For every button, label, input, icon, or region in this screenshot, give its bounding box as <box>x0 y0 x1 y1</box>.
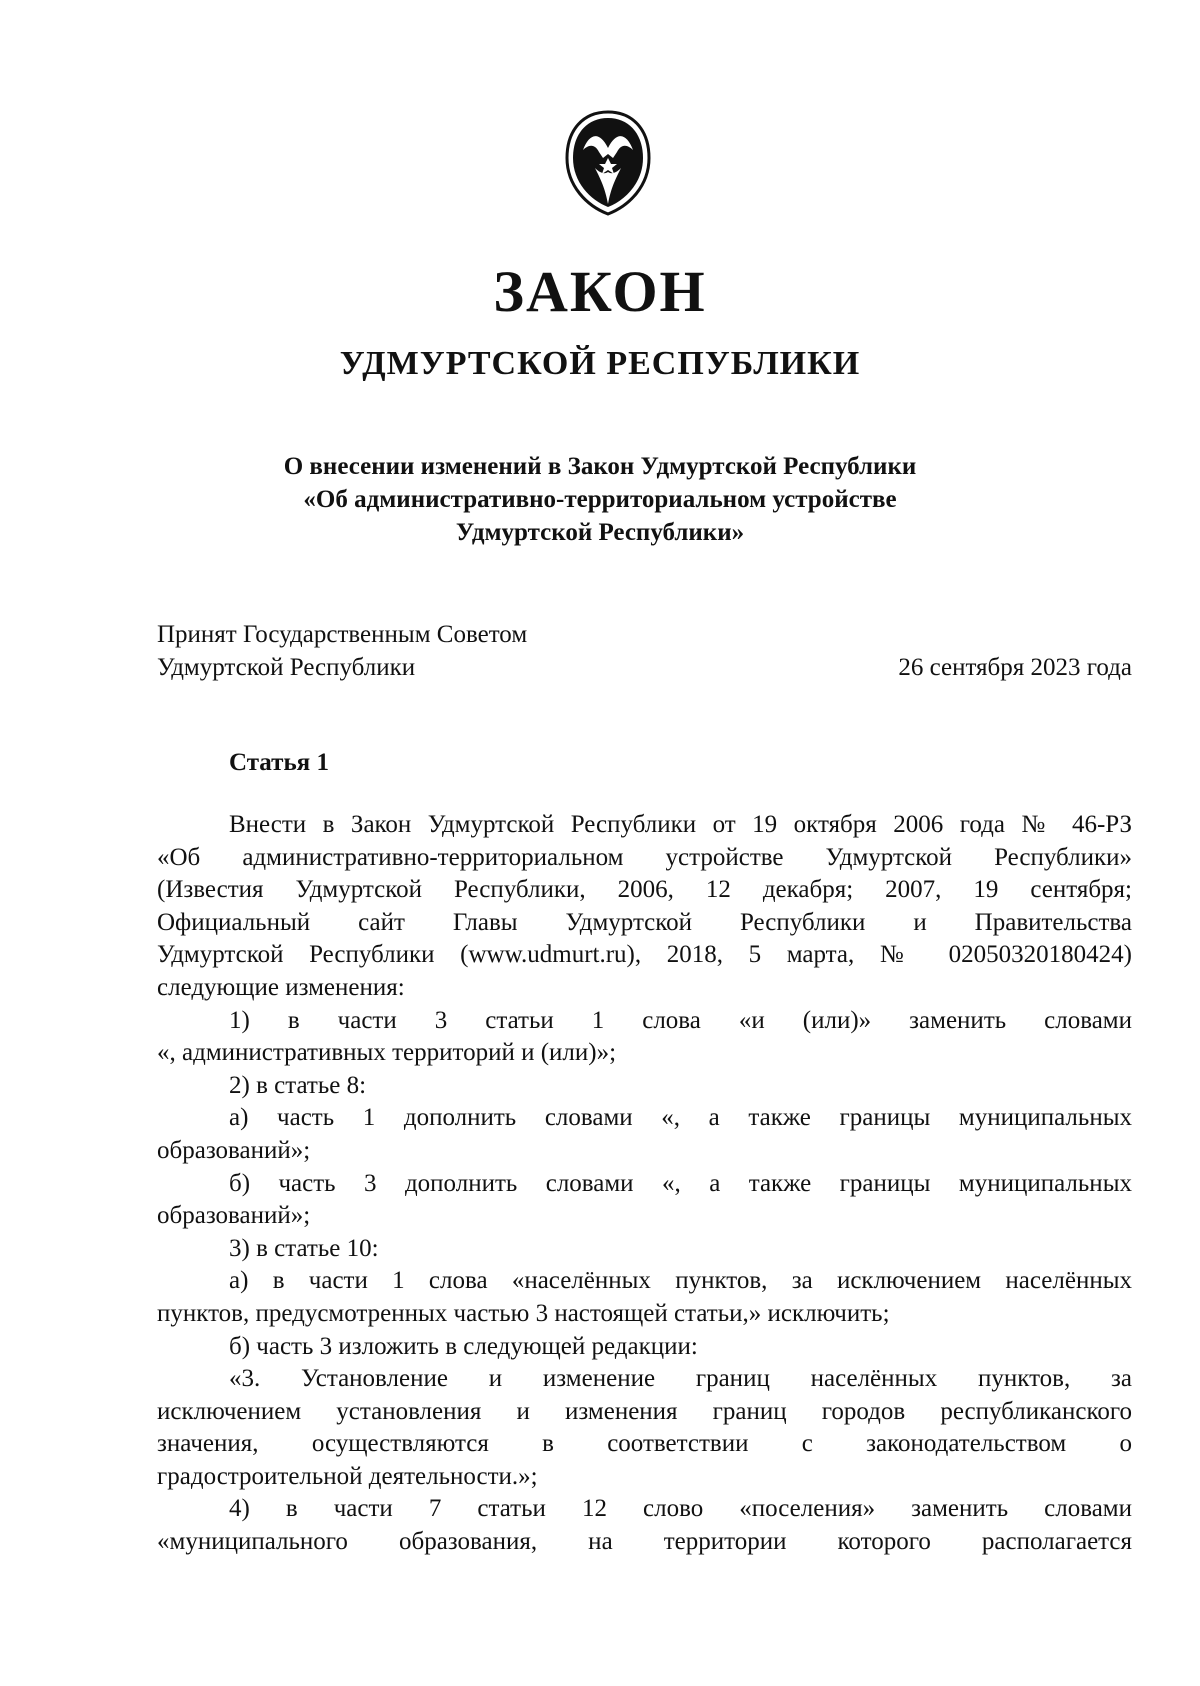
body-line: значения, осуществляются в соответствии с законодательством о <box>157 1430 1132 1458</box>
body-line: градостроительной деятельности.»; <box>157 1462 538 1490</box>
document-subheading: УДМУРТСКОЙ РЕСПУБЛИКИ <box>339 345 861 382</box>
udmurt-emblem-icon <box>563 108 653 218</box>
adopted-by <box>157 618 527 684</box>
subject-line: Удмуртской Республики» <box>455 519 745 546</box>
body-line: Внести в Закон Удмуртской Республики от 19 октября 2006 года № 46-РЗ <box>229 811 1132 838</box>
adopted-line: Принят Государственным Советом <box>157 621 528 648</box>
subject-line: О внесении изменений в Закон Удмуртской Республики <box>283 453 917 480</box>
body-line: 4) в части 7 статьи 12 слово «поселения» заменить словами <box>229 1495 1132 1523</box>
body-line: следующие изменения: <box>157 973 405 1001</box>
body-line: пунктов, предусмотренных частью 3 настоящей статьи,» исключить; <box>157 1299 890 1327</box>
body-line: «муниципального образования, на территории которого располагается <box>157 1528 1132 1556</box>
body-line: а) в части 1 слова «населённых пунктов, за исключением населённых <box>229 1267 1132 1295</box>
article-title: Статья 1 <box>229 749 329 776</box>
body-line: «3. Установление и изменение границ населённых пунктов, за <box>229 1365 1132 1393</box>
body-line: 3) в статье 10: <box>229 1234 379 1262</box>
body-line: 2) в статье 8: <box>229 1071 367 1099</box>
document-subject <box>0 450 1200 549</box>
body-line: образований»; <box>157 1136 311 1164</box>
document-heading: ЗАКОН <box>493 259 707 324</box>
body-line: б) часть 3 дополнить словами «, а также границы муниципальных <box>229 1169 1132 1197</box>
body-line: образований»; <box>157 1202 311 1230</box>
body-line: «Об административно-территориальном устройстве Удмуртской Республики» <box>157 843 1132 871</box>
body-line: б) часть 3 изложить в следующей редакции: <box>229 1332 698 1360</box>
adopted-date: 26 сентября 2023 года <box>898 654 1132 681</box>
body-line: Официальный сайт Главы Удмуртской Республики и Правительства <box>157 908 1132 936</box>
body-line: Удмуртской Республики (www.udmurt.ru), 2018, 5 марта, № 02050320180424) <box>157 941 1132 969</box>
subject-line: «Об административно-территориальном устройстве <box>303 486 897 513</box>
body-line: 1) в части 3 статьи 1 слова «и (или)» заменить словами <box>229 1006 1132 1034</box>
adopted-line: Удмуртской Республики <box>157 654 416 681</box>
body-line: «, административных территорий и (или)»; <box>157 1039 617 1067</box>
body-line: (Известия Удмуртской Республики, 2006, 12 декабря; 2007, 19 сентября; <box>157 876 1132 904</box>
body-line: а) часть 1 дополнить словами «, а также границы муниципальных <box>229 1104 1132 1132</box>
article-body <box>157 809 1132 1559</box>
body-line: исключением установления и изменения границ городов республиканского <box>157 1397 1132 1425</box>
